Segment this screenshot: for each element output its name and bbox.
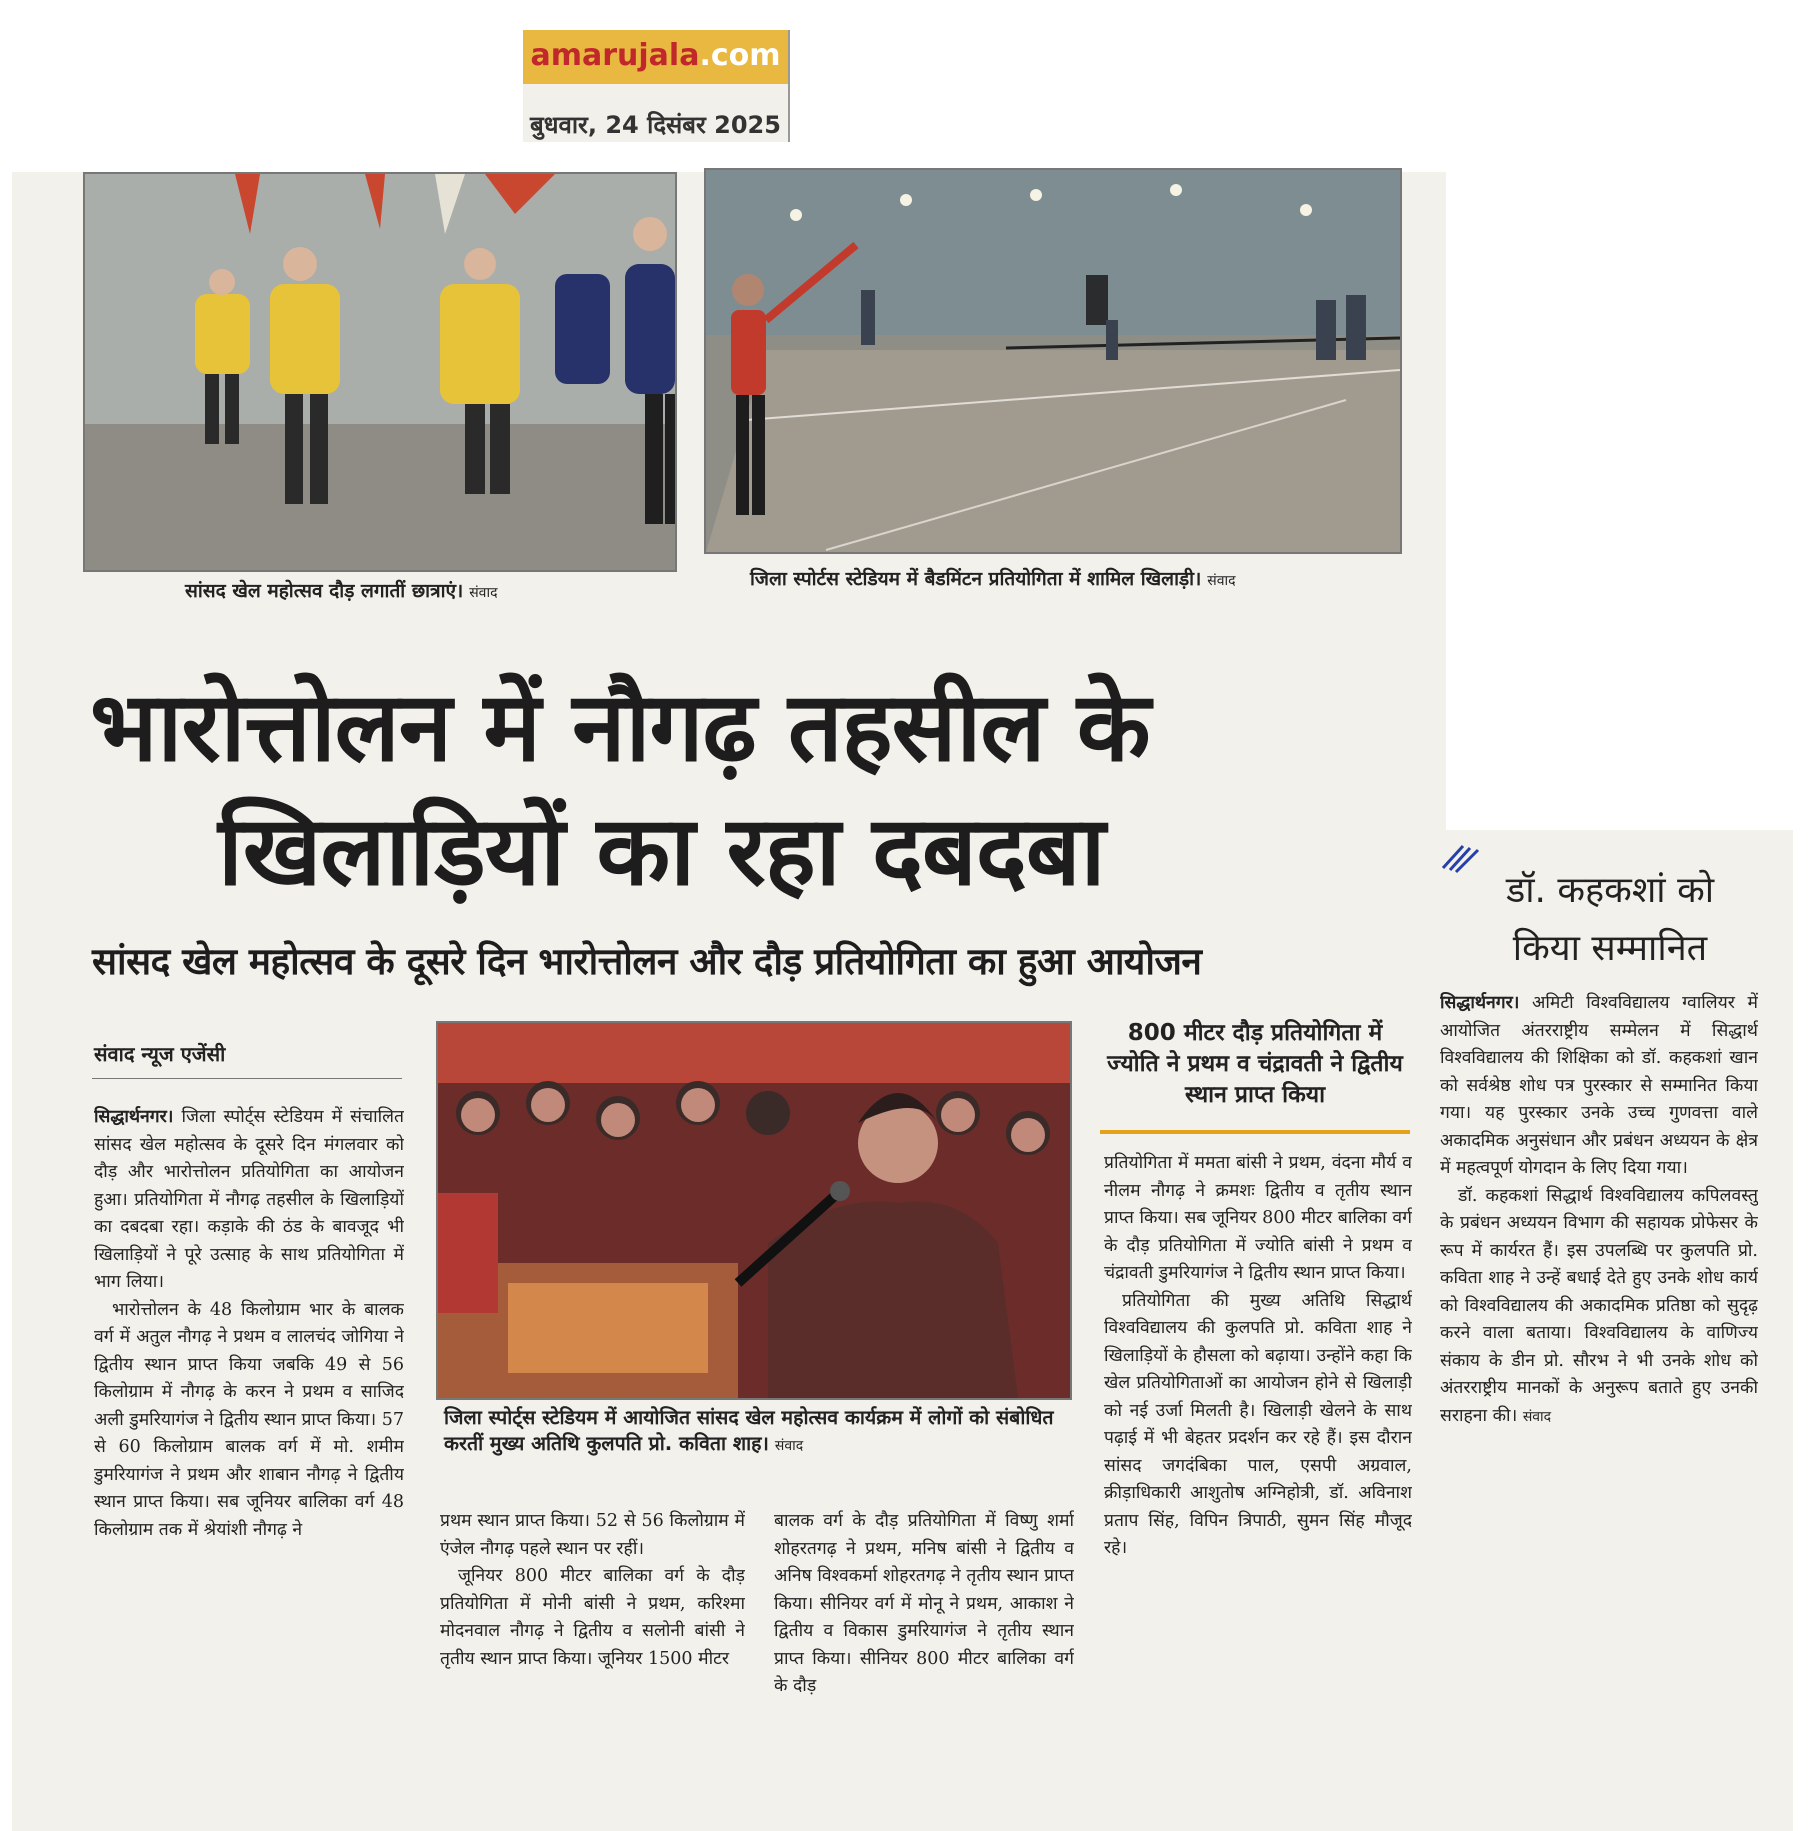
race-caption-text: सांसद खेल महोत्सव दौड़ लगातीं छात्राएं। xyxy=(185,580,464,602)
byline: संवाद न्यूज एजेंसी xyxy=(94,1042,226,1066)
side-text-1: अमिटी विश्वविद्यालय ग्वालियर में आयोजित अंतरराष्ट्रीय सम्मेलन में सिद्धार्थ विश्वविद्यालय की शिक्षिका को डॉ. कहकशां खान को सर्वश्रेष्ठ शोध पत्र पुरस्कार से सम्मानित किया गया। यह पुरस्कार उनके उच्च गुणवत्ता वाले अकादमिक अनुसंधान और प्रबंधन अध्ययन के क्षेत्र में महत्वपूर्ण योगदान के लिए दिया गया। xyxy=(1440,993,1758,1178)
sub-headline: सांसद खेल महोत्सव के दूसरे दिन भारोत्तोलन और दौड़ प्रतियोगिता का हुआ आयोजन xyxy=(92,940,1202,983)
side-story-body xyxy=(1440,990,1758,1770)
headline-line-2: खिलाड़ियों का रहा दबदबा xyxy=(218,795,1105,907)
event-photo-image xyxy=(438,1023,1070,1398)
badminton-caption-text: जिला स्पोर्टस स्टेडियम में बैडमिंटन प्रतियोगिता में शामिल खिलाड़ी। xyxy=(750,568,1202,590)
brand-logo xyxy=(523,38,788,73)
column-2-paragraph-2: जूनियर 800 मीटर बालिका वर्ग के दौड़ प्रतियोगिता में मोनी बांसी ने प्रथम, करिश्मा मोदनवाल नौगढ़ ने द्वितीय व सलोनी बांसी ने तृतीय स्थान प्राप्त किया। जूनियर 1500 मीटर xyxy=(440,1566,745,1669)
badminton-credit: संवाद xyxy=(1207,573,1236,589)
side-headline-line-2: किया सम्मानित xyxy=(1512,928,1708,969)
column-4-paragraph-1: प्रतियोगिता में ममता बांसी ने प्रथम, वंदना मौर्य व नीलम नौगढ़ ने क्रमशः द्वितीय व तृतीय स्थान प्राप्त किया। सब जूनियर 800 मीटर बालिका वर्ग के दौड़ प्रतियोगिता में ज्योति बांसी ने प्रथम व चंद्रावती डुमरियागंज ने द्वितीय स्थान प्राप्त किया। xyxy=(1104,1153,1412,1283)
side-text-2: डॉ. कहकशां सिद्धार्थ विश्वविद्यालय कपिलवस्तु के प्रबंधन अध्ययन विभाग की सहायक प्रोफेसर के रूप में कार्यरत हैं। इस उपलब्धि पर कुलपति प्रो. कविता शाह ने उन्हें बधाई देते हुए उनके शोध कार्य को विश्वविद्यालय की अकादमिक प्रतिष्ठा को सुदृढ़ करने वाला बताया। विश्वविद्यालय के वाणिज्य संकाय के डीन प्रो. सौरभ ने भी उनके शोध को अंतरराष्ट्रीय मानकों के अनुरूप बताते हुए उनकी सराहना की। xyxy=(1440,1185,1758,1426)
byline-rule xyxy=(92,1078,402,1079)
race-caption xyxy=(185,578,705,606)
story-column-3 xyxy=(774,1508,1074,1828)
side-dateline: सिद्धार्थनगर। xyxy=(1440,993,1520,1013)
event-caption-text: जिला स्पोर्ट्स स्टेडियम में आयोजित सांसद खेल महोत्सव कार्यक्रम में लोगों को संबोधित करतीं मुख्य अतिथि कुलपति प्रो. कविता शाह। xyxy=(444,1406,1054,1455)
event-credit: संवाद xyxy=(774,1438,804,1454)
story-column-1 xyxy=(94,1104,404,1824)
column-1-paragraph-2: भारोत्तोलन के 48 किलोग्राम भार के बालक वर्ग में अतुल नौगढ़ ने प्रथम व लालचंद जोगिया ने द्वितीय स्थान प्राप्त किया जबकि 49 से 56 किलोग्राम में नौगढ़ के करन ने प्रथम व साजिद अली डुमरियागंज ने द्वितीय स्थान प्राप्त किया। 57 से 60 किलोग्राम बालक वर्ग में मो. शमीम डुमरियागंज ने प्रथम और शाबान नौगढ़ ने द्वितीय स्थान प्राप्त किया। सब जूनियर बालिका वर्ग 48 किलोग्राम तक में श्रेयांशी नौगढ़ ने xyxy=(94,1299,404,1540)
pull-quote-bar xyxy=(1100,1130,1410,1134)
headline-line-1: भारोत्तोलन में नौगढ़ तहसील के xyxy=(90,671,1150,783)
race-credit: संवाद xyxy=(469,585,498,601)
column-2-paragraph-1: प्रथम स्थान प्राप्त किया। 52 से 56 किलोग्राम में एंजेल नौगढ़ पहले स्थान पर रहीं। xyxy=(440,1511,745,1559)
race-photo xyxy=(83,172,677,572)
side-headline-line-1: डॉ. कहकशां को xyxy=(1505,870,1715,911)
side-headline xyxy=(1440,862,1780,978)
publication-date: बुधवार, 24 दिसंबर 2025 xyxy=(530,111,781,139)
race-photo-image xyxy=(85,174,675,570)
event-caption xyxy=(444,1405,1084,1459)
main-headline xyxy=(90,665,1420,913)
column-1-text-1: जिला स्पोर्ट्स स्टेडियम में संचालित सांसद खेल महोत्सव के दूसरे दिन मंगलवार को दौड़ और भारोत्तोलन प्रतियोगिता का आयोजन हुआ। प्रतियोगिता में नौगढ़ तहसील के खिलाड़ियों का दबदबा रहा। कड़ाके की ठंड के बावजूद भी खिलाड़ियों ने पूरे उत्साह के साथ प्रतियोगिता में भाग लिया। xyxy=(94,1107,404,1292)
story-column-2 xyxy=(440,1508,745,1828)
brand-domain: .com xyxy=(699,38,781,73)
badminton-photo-image xyxy=(706,170,1400,552)
dateline: सिद्धार्थनगर। xyxy=(94,1107,174,1127)
badminton-photo xyxy=(704,168,1402,554)
pull-quote: 800 मीटर दौड़ प्रतियोगिता में ज्योति ने प्रथम व चंद्रावती ने द्वितीय स्थान प्राप्त किया xyxy=(1107,1020,1403,1108)
brand-main: amarujala xyxy=(530,38,700,73)
event-photo xyxy=(436,1021,1072,1400)
side-paragraph-2 xyxy=(1440,1183,1758,1432)
column-1-paragraph-1 xyxy=(94,1104,404,1297)
story-column-4 xyxy=(1104,1150,1412,1830)
column-3-paragraph-1: बालक वर्ग के दौड़ प्रतियोगिता में विष्णु शर्मा शोहरतगढ़ ने प्रथम, मनिष बांसी ने द्वितीय व अनिष विश्वकर्मा शोहरतगढ़ ने तृतीय स्थान प्राप्त किया। सीनियर वर्ग में मोनू ने प्रथम, आकाश ने द्वितीय व विकास डुमरियागंज ने तृतीय स्थान प्राप्त किया। सीनियर 800 मीटर बालिका वर्ग के दौड़ xyxy=(774,1511,1074,1696)
side-paragraph-1 xyxy=(1440,990,1758,1183)
badminton-caption xyxy=(750,566,1410,594)
side-credit: संवाद xyxy=(1522,1408,1552,1425)
column-4-paragraph-2: प्रतियोगिता की मुख्य अतिथि सिद्धार्थ विश्वविद्यालय की कुलपति प्रो. कविता शाह ने खिलाड़ियों के हौसला को बढ़ाया। उन्होंने कहा कि खेल प्रतियोगिताओं का आयोजन होने से खिलाड़ी को नई उर्जा मिलती है। खिलाड़ी खेलने के साथ पढ़ाई में भी बेहतर प्रदर्शन कर रहे हैं। इस दौरान सांसद जगदंबिका पाल, एसपी अग्रवाल, क्रीड़ाधिकारी आशुतोष अग्निहोत्री, डॉ. अविनाश प्रताप सिंह, विपिन त्रिपाठी, सुमन सिंह मौजूद रहे। xyxy=(1104,1290,1412,1558)
